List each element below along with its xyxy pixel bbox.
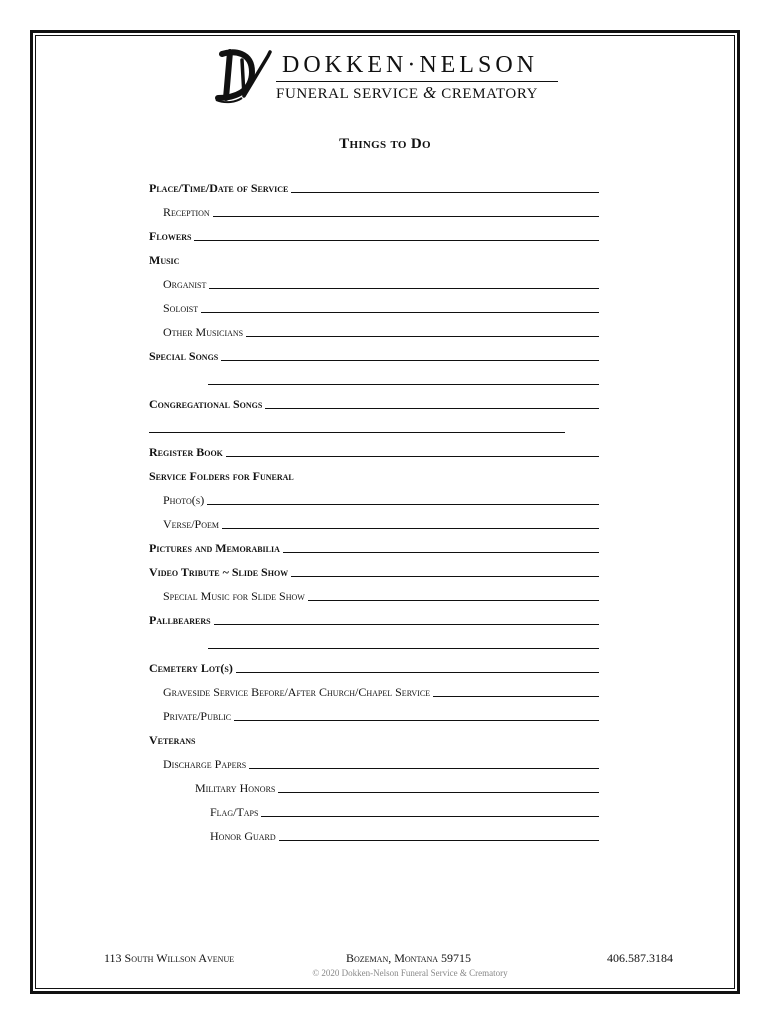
fill-in-blank[interactable]	[209, 288, 599, 289]
fill-in-blank[interactable]	[278, 792, 599, 793]
checklist-row	[149, 396, 599, 412]
dn-monogram-icon	[212, 48, 276, 104]
checklist-row	[163, 588, 599, 604]
continuation-row	[208, 636, 599, 652]
fill-in-blank[interactable]	[279, 840, 599, 841]
checklist-label: Graveside Service Before/After Church/Chapel Service	[163, 685, 431, 699]
checklist-row	[163, 756, 599, 772]
fill-in-blank[interactable]	[207, 504, 599, 505]
checklist-row	[149, 540, 599, 556]
checklist-label: Pictures and Memorabilia	[149, 541, 280, 555]
checklist-row	[149, 348, 599, 364]
checklist-row	[149, 444, 599, 460]
fill-in-blank[interactable]	[194, 240, 599, 241]
fill-in-blank[interactable]	[208, 648, 599, 649]
checklist-label: Video Tribute ~ Slide Show	[149, 565, 289, 579]
checklist-label: Congregational Songs	[149, 397, 263, 411]
fill-in-blank[interactable]	[222, 528, 599, 529]
checklist-row	[163, 276, 599, 292]
section-heading: Veterans	[149, 733, 196, 747]
checklist-row	[149, 612, 599, 628]
checklist-label: Flowers	[149, 229, 192, 243]
fill-in-blank[interactable]	[283, 552, 599, 553]
checklist-label: Military Honors	[195, 781, 276, 795]
fill-in-blank[interactable]	[234, 720, 599, 721]
checklist-label: Honor Guard	[210, 829, 276, 843]
company-logo	[212, 48, 562, 104]
fill-in-blank[interactable]	[249, 768, 599, 769]
fill-in-blank[interactable]	[213, 216, 599, 217]
fill-in-blank[interactable]	[226, 456, 599, 457]
fill-in-blank[interactable]	[221, 360, 599, 361]
fill-in-blank[interactable]	[261, 816, 599, 817]
checklist-label: Reception	[163, 205, 210, 219]
checklist-label: Private/Public	[163, 709, 232, 723]
checklist-row	[163, 708, 599, 724]
fill-in-blank[interactable]	[214, 624, 599, 625]
checklist-row	[149, 228, 599, 244]
fill-in-blank[interactable]	[265, 408, 599, 409]
checklist-row	[163, 324, 599, 340]
section-heading: Service Folders for Funeral	[149, 469, 294, 483]
checklist-row	[163, 300, 599, 316]
checklist-row	[163, 516, 599, 532]
checklist-row	[163, 684, 599, 700]
footer-city: Bozeman, Montana 59715	[346, 951, 472, 965]
checklist-label: Special Songs	[149, 349, 219, 363]
section-heading-row	[149, 252, 599, 268]
checklist-label: Special Music for Slide Show	[163, 589, 305, 603]
checklist-row	[149, 180, 599, 196]
checklist-label: Other Musicians	[163, 325, 244, 339]
fill-in-blank[interactable]	[291, 576, 599, 577]
footer-phone: 406.587.3184	[607, 951, 673, 965]
subtitle-ampersand: &	[423, 83, 437, 102]
document-title: Things to Do	[339, 136, 431, 152]
fill-in-blank[interactable]	[246, 336, 599, 337]
checklist-label: Flag/Taps	[210, 805, 259, 819]
checklist-label: Register Book	[149, 445, 223, 459]
checklist-label: Pallbearers	[149, 613, 211, 627]
checklist-row	[149, 660, 599, 676]
logo-divider	[276, 81, 558, 82]
checklist-label: Discharge Papers	[163, 757, 247, 771]
checklist-row	[195, 780, 599, 796]
checklist-label: Place/Time/Date of Service	[149, 181, 289, 195]
section-heading: Music	[149, 253, 180, 267]
continuation-row	[208, 372, 599, 388]
page-border-inner	[35, 35, 735, 989]
checklist-row	[210, 804, 599, 820]
fill-in-blank[interactable]	[236, 672, 599, 673]
fill-in-blank[interactable]	[208, 384, 599, 385]
company-subtitle	[276, 83, 538, 103]
checklist-label: Verse/Poem	[163, 517, 220, 531]
fill-in-blank[interactable]	[291, 192, 599, 193]
checklist-label: Cemetery Lot(s)	[149, 661, 233, 675]
checklist-label: Photo(s)	[163, 493, 205, 507]
checklist-label: Soloist	[163, 301, 199, 315]
fill-in-blank[interactable]	[308, 600, 599, 601]
checklist-label: Organist	[163, 277, 207, 291]
checklist-row	[149, 564, 599, 580]
subtitle-left: FUNERAL SERVICE	[276, 86, 419, 102]
continuation-row	[149, 420, 565, 436]
footer-address: 113 South Willson Avenue	[104, 951, 235, 965]
section-heading-row	[149, 468, 599, 484]
fill-in-blank[interactable]	[149, 432, 565, 433]
subtitle-right: CREMATORY	[441, 86, 539, 102]
checklist-row	[163, 492, 599, 508]
footer-copyright: © 2020 Dokken-Nelson Funeral Service & Crematory	[312, 968, 508, 978]
section-heading-row	[149, 732, 599, 748]
company-name: DOKKEN·NELSON	[282, 52, 538, 78]
checklist-row	[163, 204, 599, 220]
fill-in-blank[interactable]	[201, 312, 599, 313]
checklist-row	[210, 828, 599, 844]
fill-in-blank[interactable]	[433, 696, 599, 697]
